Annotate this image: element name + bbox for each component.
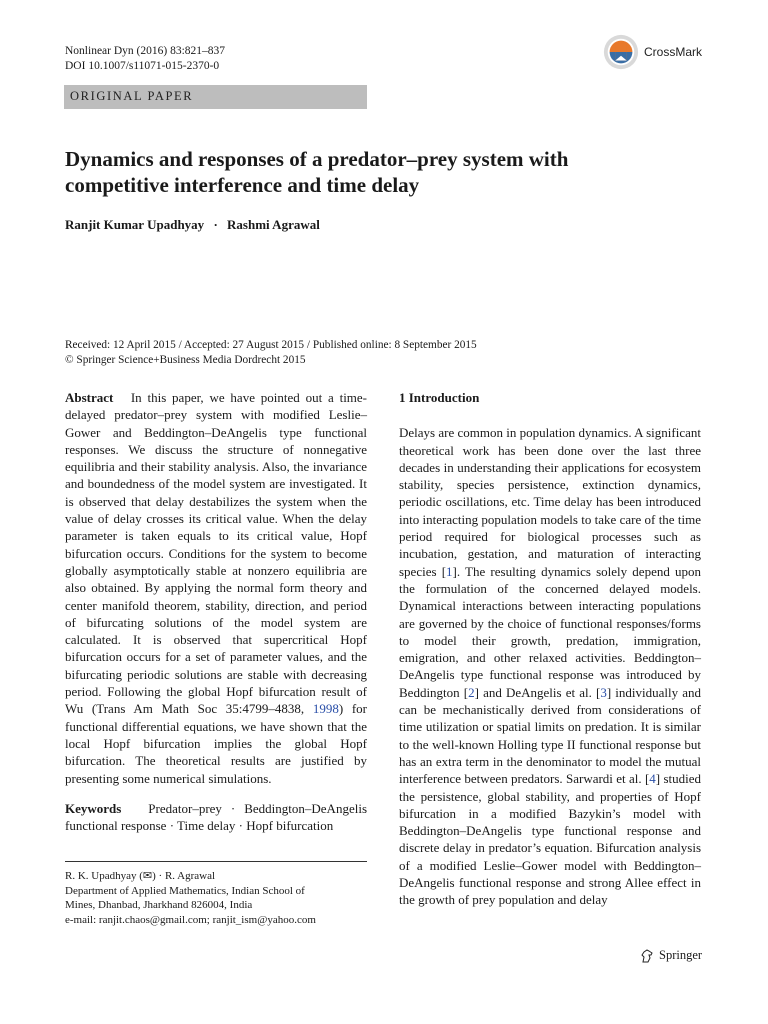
publication-dates bbox=[65, 338, 477, 368]
affiliation-address: Mines, Dhanbad, Jharkhand 826004, India bbox=[65, 899, 253, 911]
affiliation-dept: Department of Applied Mathematics, Indian School of bbox=[65, 884, 305, 897]
keywords-heading: Keywords bbox=[65, 800, 122, 816]
keywords-text: Predator–prey · Beddington–DeAngelis functional response · Time delay · Hopf bifurcation bbox=[65, 800, 367, 834]
section-heading-introduction: 1 Introduction bbox=[399, 390, 480, 405]
author-1[interactable]: Ranjit Kumar Upadhyay bbox=[65, 217, 205, 232]
journal-citation bbox=[65, 44, 225, 74]
citation-4[interactable]: 4 bbox=[649, 771, 656, 787]
citation-2[interactable]: 2 bbox=[468, 684, 475, 700]
article-type-banner bbox=[64, 85, 367, 109]
springer-horse-icon bbox=[640, 949, 654, 963]
citation-wu-1998[interactable]: 1998 bbox=[312, 701, 339, 717]
introduction-paragraph bbox=[399, 424, 701, 908]
right-column bbox=[399, 389, 701, 909]
crossmark-label: CrossMark bbox=[644, 45, 703, 59]
crossmark-icon bbox=[602, 33, 640, 71]
copyright-line: © Springer Science+Business Media Dordrecht 2015 bbox=[65, 354, 306, 366]
abstract-text-1: In this paper, we have pointed out a time-delayed predator–prey system with modified Leslie–Gower and Beddington–DeAngelis type functional responses. We discuss the structure of nonnegative equilibria and their stability analysis. Also, the invariance and boundedness of the model system are investigated. It is observed that delay destabilizes the system when the value of delay crosses its critical value. When the delay parameter is taken equals to its critical value, Hopf bifurcation occurs. Conditions for the system to become globally asymptotically stable at nonzero equilibria are also obtained. By applying the normal form theory and center manifold theorem, stability, direction, and period of bifurcating solutions of the model system are calculated. It is observed that supercritical Hopf bifurcation occurs for a set of parameter values, and the bifurcating periodic solutions are stable with decreasing period. Following the global Hopf bifurcation result of Wu (Trans Am Math Soc 35:4799–4838, bbox=[65, 390, 368, 717]
intro-text-5: ] studied the persistence, global stability, and properties of Hopf bifurcation in a modified Bazykin’s model with Beddington–DeAngelis type functional response and discrete delay in predator’s equation. Bifurcation analysis of a modified Leslie–Gower model with Beddington–DeAngelis functional response and strong Allee effect in the growth of prey population and delay bbox=[399, 771, 701, 908]
article-type-label: ORIGINAL PAPER bbox=[70, 89, 194, 103]
author-affiliation bbox=[65, 869, 375, 927]
affiliation-email[interactable]: e-mail: ranjit.chaos@gmail.com; ranjit_ism@yahoo.com bbox=[65, 913, 316, 926]
title-line-2: competitive interference and time delay bbox=[65, 173, 420, 197]
publisher-footer bbox=[640, 948, 702, 963]
affiliation-authors: R. K. Upadhyay (✉) · R. Agrawal bbox=[65, 870, 216, 882]
affiliation-divider bbox=[65, 861, 367, 862]
abstract-text-2: ) for functional differential equations, we have shown that the local Hopf bifurcation implies the global Hopf bifurcation. The theoretical results are justified by presenting some numerical simulations. bbox=[65, 701, 367, 786]
keywords bbox=[65, 800, 367, 835]
crossmark-badge[interactable] bbox=[602, 32, 722, 72]
intro-text-4: ] individually and can be mechanistically derived from considerations of time utilization or spatial limits on predation. It is similar to the well-known Holling type II functional response but has an extra term in the denominator to model the mutual interference between predators. Sarwardi et al. [ bbox=[399, 684, 701, 787]
journal-doi[interactable]: DOI 10.1007/s11071-015-2370-0 bbox=[65, 60, 220, 72]
article-title bbox=[65, 146, 705, 198]
citation-1[interactable]: 1 bbox=[446, 563, 453, 579]
intro-text-3: ] and DeAngelis et al. [ bbox=[474, 684, 601, 700]
abstract-heading: Abstract bbox=[65, 390, 114, 405]
abstract bbox=[65, 389, 367, 787]
publisher-name: Springer bbox=[659, 948, 703, 962]
author-list bbox=[65, 217, 320, 233]
author-2[interactable]: Rashmi Agrawal bbox=[227, 217, 320, 232]
title-line-1: Dynamics and responses of a predator–prey system with bbox=[65, 147, 569, 171]
intro-text-2: ]. The resulting dynamics solely depend upon the formulation of the concerned delayed models. Dynamical interactions between interacting populations are governed by the choice of functional responses/forms to model their growth, predation, immigration, emigration, and other relaxed activities. Beddington–DeAngelis type functional response was introduced by Beddington [ bbox=[399, 563, 702, 700]
author-separator: · bbox=[213, 217, 218, 232]
received-line: Received: 12 April 2015 / Accepted: 27 August 2015 / Published online: 8 September 2015 bbox=[65, 339, 477, 351]
journal-volume: Nonlinear Dyn (2016) 83:821–837 bbox=[65, 45, 226, 57]
left-column bbox=[65, 389, 367, 834]
intro-text-1: Delays are common in population dynamics. A significant theoretical work has been done over the last three decades in understanding their applications for ecosystem stability, species persistence, extinction dynamics, periodic oscillations, etc. Time delay has been introduced into interacting population models to take care of the time period required for biological processes such as incubation, gestation, and maturation of interacting species [ bbox=[399, 425, 701, 579]
citation-3[interactable]: 3 bbox=[600, 684, 607, 700]
